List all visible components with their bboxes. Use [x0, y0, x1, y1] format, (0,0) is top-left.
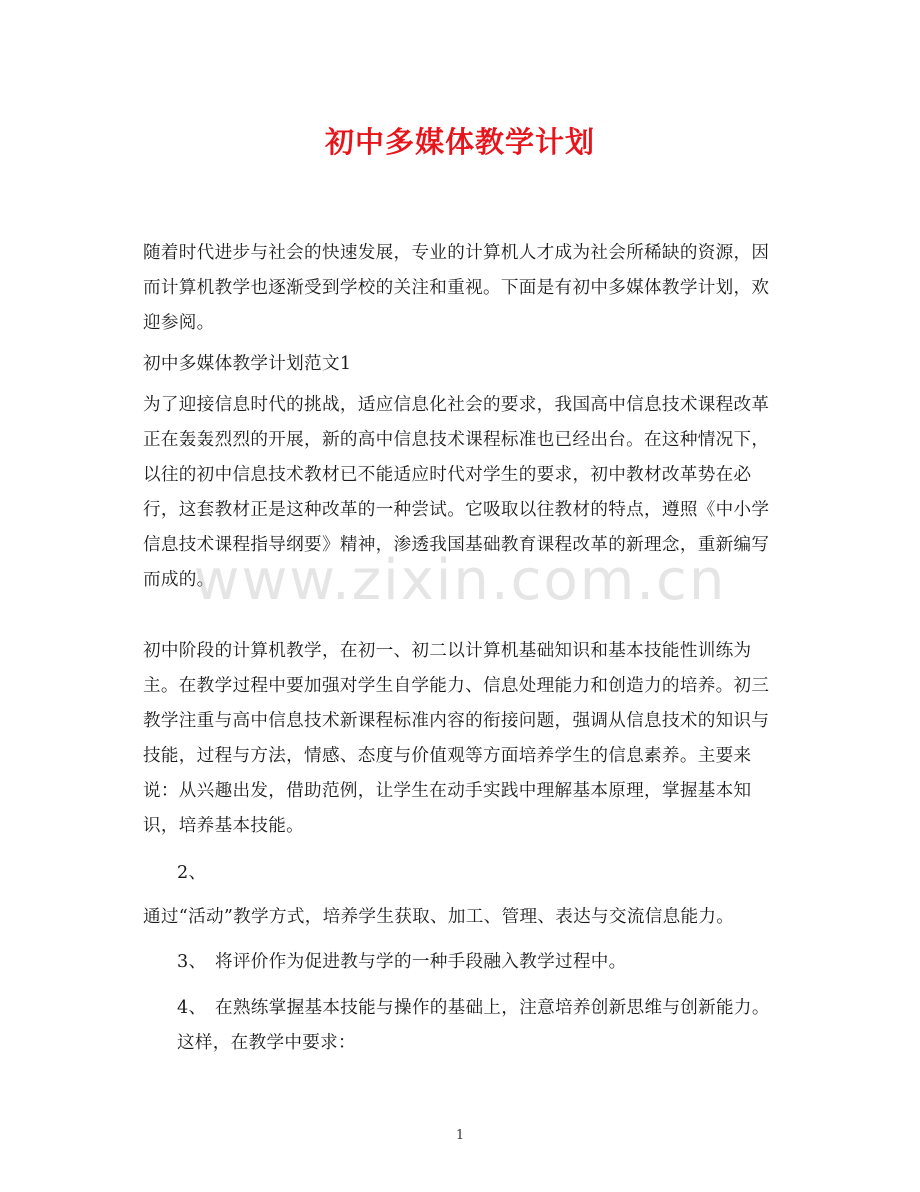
intro-paragraph: 随着时代进步与社会的快速发展，专业的计算机人才成为社会所稀缺的资源，因而计算机教学也逐渐受到学校的关注和重视。下面是有初中多媒体教学计划，欢迎参阅。 — [143, 243, 770, 333]
list-item-4 — [177, 991, 787, 1026]
section-heading: 初中多媒体教学计划范文1 — [143, 354, 352, 374]
list-item-3-number: 3、 — [177, 952, 207, 972]
watermark: www.zixin.com.cn — [193, 548, 727, 613]
list-item-3 — [177, 945, 779, 980]
list-item-4-text: 在熟练掌握基本技能与操作的基础上，注意培养创新思维与创新能力。 — [215, 998, 770, 1018]
document-title: 初中多媒体教学计划 — [324, 125, 595, 159]
closing-line: 这样，在教学中要求： — [177, 1033, 356, 1053]
list-item-4-number: 4、 — [177, 998, 207, 1018]
page-number: 1 — [455, 1128, 465, 1143]
list-item-3-text: 将评价作为促进教与学的一种手段融入教学过程中。 — [215, 952, 627, 972]
paragraph-2: 初中阶段的计算机教学，在初一、初二以计算机基础知识和基本技能性训练为主。在教学过程中要加强对学生自学能力、信息处理能力和创造力的培养。初三教学注重与高中信息技术新课程标准内容的衔接问题，强调从信息技术的知识与技能，过程与方法，情感、态度与价值观等方面培养学生的信息素养。主要来说：从兴趣出发，借助范例，让学生在动手实践中理解基本原理，掌握基本知识，培养基本技能。 — [143, 641, 770, 836]
paragraph-1: 为了迎接信息时代的挑战，适应信息化社会的要求，我国高中信息技术课程改革正在轰轰烈烈的开展，新的高中信息技术课程标准也已经出台。在这种情况下，以往的初中信息技术教材已不能适应时代对学生的要求，初中教材改革势在必行，这套教材正是这种改革的一种尝试。它吸取以往教材的特点，遵照《中小学信息技术课程指导纲要》精神，渗透我国基础教育课程改革的新理念，重新编写而成的。 — [143, 395, 770, 590]
list-item-2-text: 通过“活动”教学方式，培养学生获取、加工、管理、表达与交流信息能力。 — [143, 907, 735, 927]
list-item-2-number: 2、 — [177, 863, 207, 883]
